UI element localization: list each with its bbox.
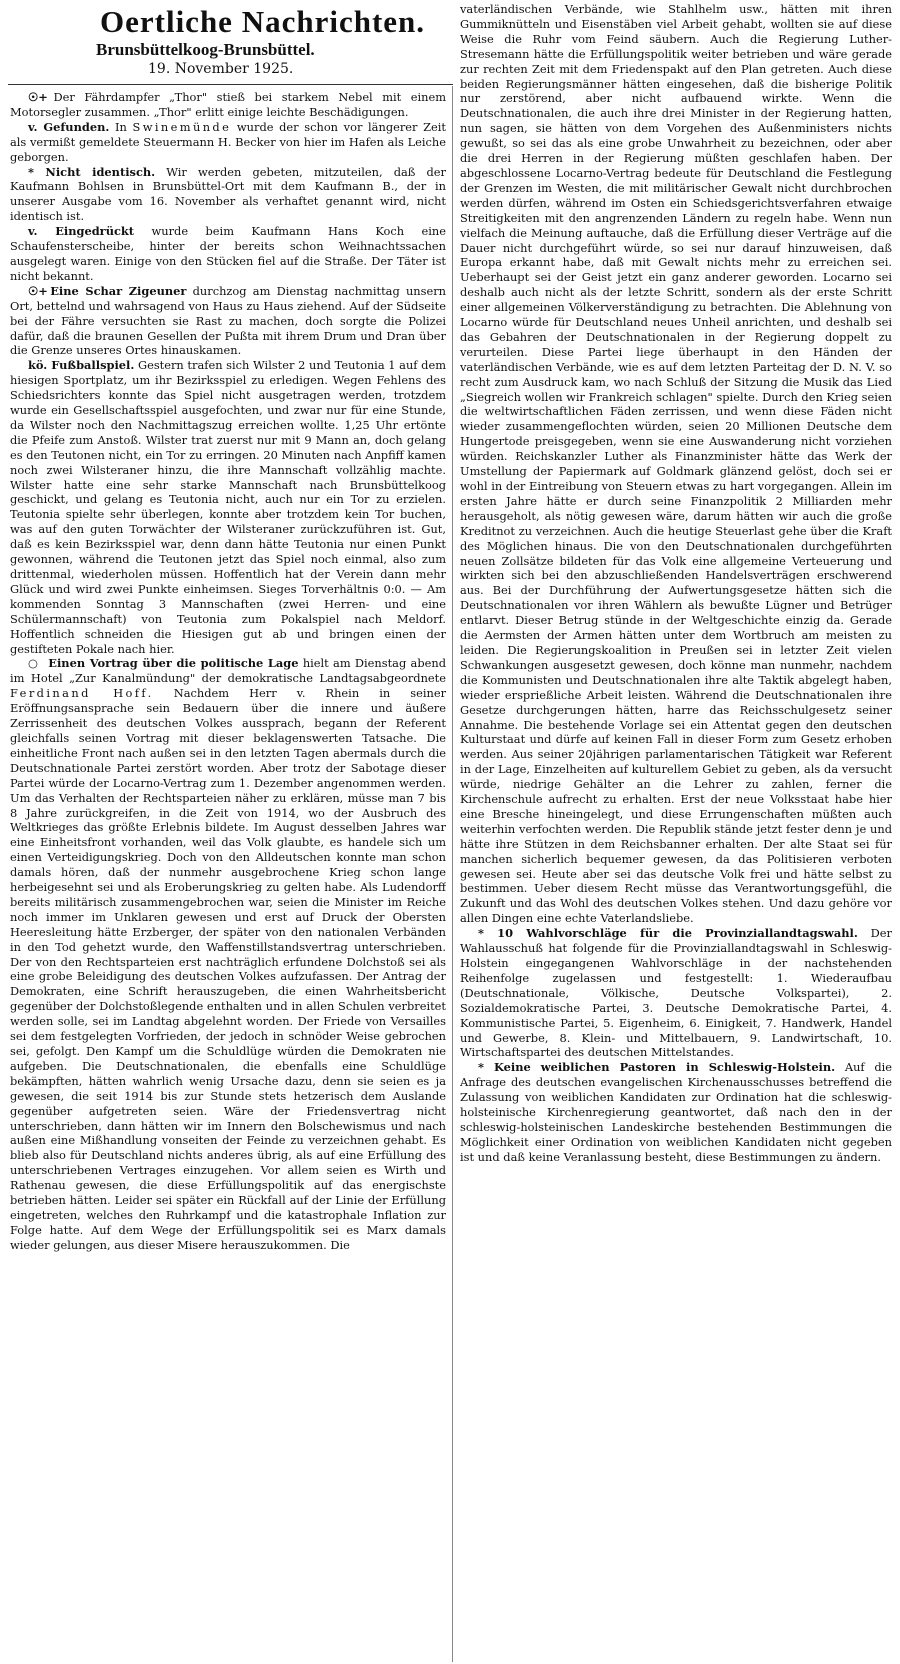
article-text: durchzog am Dienstag nachmittag unsern Ort, bettelnd und wahrsagend von Haus zu Haus ziehend. Auf der Südseite bei der Fähre versuchten sie Rast zu machen, doch sorgte die Polizei dafür, daß die braunen Gesellen der Pußta mit ihrem Drum und Dran über die Grenze unseres Ortes hinauskamen. [10, 283, 446, 358]
article-text: Gestern trafen sich Wilster 2 und Teutonia 1 auf dem hiesigen Sportplatz, um ihr Bezirksspiel zu erledigen. Wegen Fehlens des Schiedsrichters konnte das Spiel nicht ausgetragen werden, trotzdem wurde ein Gesellschaftsspiel ausgefochten, und zwar nur für eine Stunde, da Wilster noch den Nachmittagszug erreichen wollte. 1,25 Uhr ertönte die Pfeife zum Anstoß. Wilster trat zuerst nur mit 9 Mann an, doch gelang es den Teutonen nicht, ein Tor zu erringen. 20 Minuten nach Anpfiff kamen noch zwei Wilsteraner hinzu, die ihre Mannschaft vollzählig machte. Wilster hatte eine sehr starke Mannschaft nach Brunsbüttelkoog geschickt, und gelang es Teutonia nicht, auch nur ein Tor zu erzielen. Teutonia spielte sehr überlegen, konnte aber trotzdem kein Tor buchen, was auf den guten Torwächter der Wilsteraner zurückzuführen ist. Gut, daß es kein Bezirksspiel war, denn dann hätte Teutonia nur einen Punkt gewonnen, während die Teutonen jetzt das Spiel noch einmal, also zum drittenmal, wiederholen müssen. Hoffentlich hat der Verein dann mehr Glück und wird zwei Punkte einheimsen. Sieges Torverhältnis 0:0. — Am kommenden Sonntag 3 Mannschaften (zwei Herren- und eine Schülermannschaft) von Teutonia zum Pokalspiel nach Meldorf. Hoffentlich schneiden die Hiesigen gut ab und bringen einen der gestifteten Pokale nach hier. [10, 358, 446, 656]
article-heading: v. Gefunden. [28, 119, 110, 134]
article-text: Nachdem Herr v. Rhein in seiner Eröffnungsansprache sein Bedauern über die innere und äußere Zerrissenheit des deutschen Volkes aussprach, begann der Referent gleichfalls seinen Vortrag mit dieser beklagenswerten Tatsache. Die einheitliche Front nach außen sei in den letzten Tagen abermals durch die Deutschnationale Partei zerstört worden. Aber trotz der Sabotage dieser Partei würde der Locarno-Vertrag zum 1. Dezember angenommen werden. Um das Verhalten der Rechtsparteien näher zu erklären, müsse man 7 bis 8 Jahre zurückgreifen, in die Zeit von 1914, wo der Ausbruch des Weltkrieges das größte Erlebnis bildete. Im August desselben Jahres war eine Einheitsfront vorhanden, weil das Volk glaubte, es handele sich um einen Verteidigungskrieg. Doch von den Alldeutschen konnte man schon damals hören, daß der nunmehr ausgebrochene Krieg schon lange herbeigesehnt sei und als Eroberungskrieg zu gelten habe. Als Ludendorff bereits militärisch zusammengebrochen war, seien die Minister im Reiche noch immer im Unklaren gewesen und erst auf Druck der Obersten Heeresleitung hätte Erzberger, der später von den nationalen Verbänden in den Tod gehetzt wurde, den Waffenstillstandsvertrag unterschrieben. Der von den Rechtsparteien erst nachträglich erfundene Dolchstoß sei als eine grobe Beleidigung des deutschen Volkes aufzufassen. Der Antrag der Demokraten, eine Schrift herauszugeben, die einen Wahrheitsbericht gegenüber der Dolchstoßlegende enthalten und in allen Schulen verbreitet werden solle, sei im Landtag abgelehnt worden. Der Friede von Versailles sei dem festgelegten Vorfrieden, der jedoch in schnöder Weise gebrochen sei, gefolgt. Den Kampf um die Schuldlüge würden die Demokraten nie aufgeben. Die Deutschnationalen, die ebenfalls eine Schuldlüge bekämpften, hätten wahrlich wenig Ursache dazu, denn sie seien es ja gewesen, die seit 1914 bis zur Stunde stets hetzerisch dem Auslande gegenüber aufgetreten seien. Wäre der Friedensvertrag nicht unterschrieben, dann hätten wir im Innern den Bolschewismus und nach außen eine Mißhandlung vonseiten der Feinde zu verzeichnen gehabt. Es blieb also für Deutschland nichts anderes übrig, als auf eine Erfüllung des unterschriebenen Vertrages einzugehen. Vor allem seien es Wirth und Rathenau gewesen, die diese Erfüllungspolitik auf das energischste betrieben hätten. Leider sei später ein Rückfall auf der Linie der Erfüllung eingetreten, welches den Ruhrkampf und die katastrophale Inflation zur Folge hatte. Auf dem Wege der Erfüllungspolitik sei es Marx damals wieder gelungen, aus dieser Misere herauszukommen. Die [10, 686, 446, 1252]
article-text: Wir werden gebeten, mitzuteilen, daß der Kaufmann Bohlsen in Brunsbüttel-Ort mit dem Kaufmann B., der in unserer Ausgabe vom 16. November als verhaftet genannt wird, nicht identisch ist. [10, 164, 446, 224]
article-fussballspiel [10, 358, 446, 656]
article-text: vaterländischen Verbände, wie Stahlhelm usw., hätten mit ihren Gummiknütteln und Eisenstäben viel Arbeit gehabt, wollten sie auf diese Weise die Ruhr vom Feind säubern. Auch die Regierung Luther-Stresemann hätte die Erfüllungspolitik weiter betrieben und wäre gerade zur rechten Zeit mit dem Friedenspakt auf den Plan getreten. Auch diese beiden Regierungsmänner hätten eingesehen, daß die bisherige Politik nur zerstörend, aber nicht aufbauend wirkte. Wenn die Deutschnationalen, die auch ihre drei Minister in der Regierung hatten, nun sagen, sie hätten von dem Vorgehen des Außenministers nichts gewußt, so sei das als eine grobe Unwahrheit zu bezeichnen, oder aber die drei Herren in der Regierung müßten geschlafen haben. Der abgeschlossene Locarno-Vertrag bedeute für Deutschland die Festlegung der Grenzen im Westen, die mit militärischer Gewalt nicht durchbrochen werden dürfen, während im Osten ein Schiedsgerichtsverfahren etwaige Streitigkeiten mit den angrenzenden Ländern zu regeln habe. Wenn nun vielfach die Meinung auftauche, daß die Erfüllung dieser Verträge auf die Dauer nicht durchgeführt würde, so sei nur darauf hinzuweisen, daß Europa erkannt habe, daß mit Gewalt nichts mehr zu erreichen sei. Ueberhaupt sei der Geist jetzt ein ganz anderer geworden. Locarno sei deshalb auch nicht als der letzte Schritt, sondern als der erste Schritt einer allgemeinen Völkerverständigung zu betrachten. Die Ablehnung von Locarno würde für Deutschland neues Unheil anrichten, und deshalb sei das Gebahren der Deutschnationalen in der Regierung doppelt zu verurteilen. Diese Partei liege überhaupt in den Händen der vaterländischen Verbände, wie es auf dem letzten Parteitag der D. N. V. so recht zum Ausdruck kam, wo nach Schluß der Sitzung die Musik das Lied „Siegreich wollen wir Frankreich schlagen" spielte. Durch den Krieg seien die weltwirtschaftlichen Fäden zerrissen, und wenn diese Fäden nicht wieder zusammengeflochten würden, seien 20 Millionen Deutsche dem Hungertode preisgegeben, wenn sie eine Auswanderung nicht vorziehen würden. Reichskanzler Luther als Finanzminister hätte das Werk der Umstellung der Papiermark auf Goldmark glänzend gelöst, doch sei er wohl in der Eintreibung von Steuern etwas zu hart vorgegangen. Allein im ersten Jahre hätte er durch seine Finanzpolitik 2 Milliarden mehr herausgeholt, als nötig gewesen wäre, darum hätten wir auch die große Kreditnot zu verzeichnen. Auch die heutige Steuerlast gehe über die Kraft des Möglichen hinaus. Die von den Deutschnationalen durchgeführten neuen Zollsätze bildeten für das Volk eine allgemeine Verteuerung und wirkten sich bei den abzuschließenden Handelsverträgen erschwerend aus. Bei der Durchführung der Aufwertungsgesetze hätten sich die Deutschnationalen vor ihren Wählern als bewußte Lügner und Betrüger entlarvt. Dieser Betrug stünde in der Weltgeschichte einzig da. Gerade die Aermsten der Armen hätten unter dem Wortbruch am meisten zu leiden. Die Regierungskoalition in Preußen sei in letzter Zeit vielen Schwankungen ausgesetzt gewesen, doch könne man nunmehr, nachdem die Kommunisten und Deutschnationalen ihre alte Taktik abgelegt haben, wieder ersprießliche Arbeit leisten. Während die Deutschnationalen ihre Gesetze durchgerungen hätten, harre das Reichsschulgesetz seiner Annahme. Die bestehende Vorlage sei ein Attentat gegen den deutschen Kulturstaat und dürfe auf keinen Fall in dieser Form zum Gesetz erhoben werden. Aus seiner 20jährigen parlamentarischen Tätigkeit war Referent in der Lage, Einzelheiten auf kulturellem Gebiet zu geben, als da versucht würde, niedrige Gehälter an die Lehrer zu zahlen, ferner die Kirchenschule aufrecht zu erhalten. Erst der neue Volksstaat habe hier eine Bresche hineingelegt, und diese Errungenschaften müßten auch weiterhin verfochten werden. Die Republik stände jetzt fester denn je und hätte ihre Stützen in dem Reichsbanner erhalten. Der alte Staat sei für manchen sicherlich bequemer gewesen, da das Politisieren verboten gewesen sei. Heute aber sei das deutsche Volk frei und hätte selbst zu bestimmen. Ueber diesem Recht müsse das Verantwortungsgefühl, die Zukunft und das Wohl des deutschen Volkes stehen. Und dazu gehöre vor allen Dingen eine echte Vaterlandsliebe. [460, 2, 892, 926]
article-vortrag [10, 656, 446, 1252]
article-heading: * 10 Wahlvorschläge für die Provinziallandtagswahl. [478, 926, 858, 941]
open-circle-icon: ○ [28, 656, 38, 671]
section-title: Oertliche Nachrichten. [100, 4, 426, 39]
header-rule [8, 84, 453, 85]
article-text: wurde beim Kaufmann Hans Koch eine Schaufensterscheibe, hinter der bereits schon Weihnachtssachen ausgelegt waren. Einige von den Stücken fiel auf die Straße. Der Täter ist nicht bekannt. [10, 224, 446, 283]
article-text: wurde der schon vor längerer Zeit als vermißt gemeldete Steuermann H. Becker von hier im Hafen als Leiche geborgen. [10, 119, 446, 164]
article-text: In [114, 119, 127, 134]
article-eingedrueckt [10, 224, 446, 284]
sun-cross-ornament-icon: ☉+ [28, 283, 48, 298]
article-wahlvorschlaege [460, 926, 892, 1060]
masthead [8, 4, 453, 78]
place-name: Swinemünde [132, 119, 232, 134]
article-text: hielt am Dienstag abend im Hotel „Zur Kanalmündung" der demokratische Landtagsabgeordnete [10, 656, 446, 686]
article-vortrag-continued [460, 2, 892, 926]
article-heading: * Keine weiblichen Pastoren in Schleswig-Holstein. [478, 1060, 836, 1075]
article-weibliche-pastoren [460, 1060, 892, 1164]
article-text: Auf die Anfrage des deutschen evangelischen Kirchenausschusses betreffend die Zulassung von weiblichen Kandidaten zur Ordination hat die schleswig-holsteinische Kirchenregierung geantwortet, daß nach den in der schleswig-holsteinischen Landeskirche bestehenden Bestimmungen die Möglichkeit einer Ordination von weiblichen Kandidaten nicht gegeben ist und daß keine Veranlassung besteht, diese Bestimmungen zu ändern. [460, 1060, 892, 1164]
speaker-name: Ferdinand Hoff. [10, 686, 154, 701]
column-divider [452, 86, 453, 1662]
article-nicht-identisch [10, 165, 446, 225]
article-gefunden [10, 120, 446, 165]
article-ferry-collision [10, 90, 446, 120]
article-heading: Einen Vortrag über die politische Lage [48, 656, 299, 671]
article-text: Der Fährdampfer „Thor" stieß bei starkem Nebel mit einem Motorsegler zusammen. „Thor" erlitt einige leichte Beschädigungen. [10, 90, 446, 119]
article-text: Der Wahlausschuß hat folgende für die Provinziallandtagswahl in Schleswig-Holstein eingegangenen Wahlvorschläge in der nachstehenden Reihenfolge zugelassen und festgestellt: 1. Wiederaufbau (Deutschnationale, Völkische, Deutsche Volkspartei), 2. Sozialdemokratische Partei, 3. Deutsche Demokratische Partei, 4. Kommunistische Partei, 5. Eigenheim, 6. Einigkeit, 7. Handwerk, Handel und Gewerbe, 8. Klein- und Mittelbauern, 9. Landwirtschaft, 10. Wirtschaftspartei des deutschen Mittelstandes. [460, 926, 892, 1060]
article-heading: kö. Fußballspiel. [28, 358, 135, 373]
article-heading: v. Eingedrückt [28, 224, 135, 239]
left-column [10, 90, 446, 1660]
right-column [460, 2, 892, 1660]
sun-cross-ornament-icon: ☉+ [28, 90, 48, 104]
article-heading: Eine Schar Zigeuner [50, 283, 187, 298]
article-zigeuner [10, 284, 446, 359]
section-subtitle: Brunsbüttelkoog-Brunsbüttel. [96, 40, 315, 59]
issue-date: 19. November 1925. [148, 61, 294, 77]
article-heading: * Nicht identisch. [28, 164, 156, 179]
